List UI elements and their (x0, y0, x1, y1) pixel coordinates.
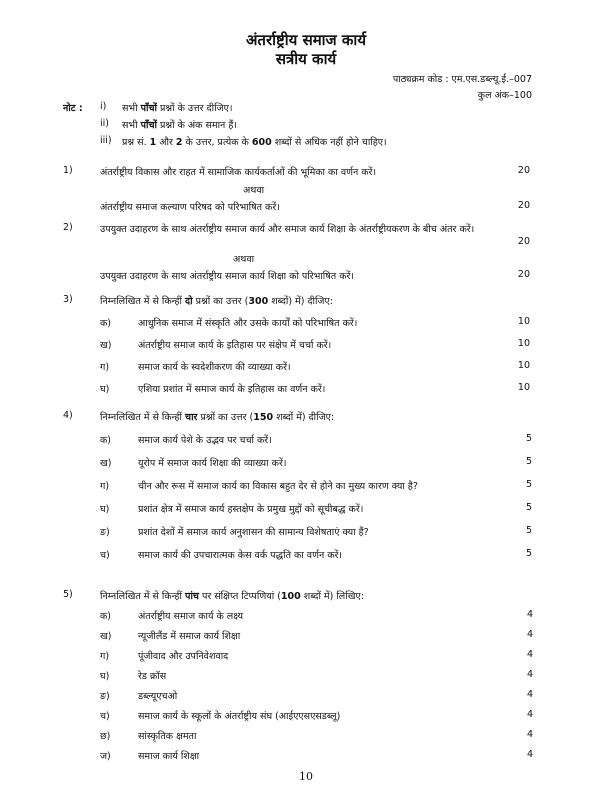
sub-question-marks: 5 (525, 456, 532, 467)
question-marks: 20 (517, 200, 530, 211)
sub-question-label: ग) (100, 362, 110, 373)
notes-label: नोट : (63, 103, 83, 114)
sub-question-marks: 10 (517, 360, 530, 371)
sub-question-label: छ) (100, 731, 111, 742)
question-intro: निम्नलिखित में से किन्हीं पांच पर संक्षिप्त टिप्पणियां (100 शब्दों में) लिखिए: (100, 591, 364, 602)
sub-question-text: न्यूजीलैंड में समाज कार्य शिक्षा (138, 631, 241, 642)
question-number: 3) (63, 294, 73, 305)
sub-question-label: क) (100, 318, 112, 329)
total-marks: कुल अंक–100 (477, 90, 532, 101)
sub-question-label: ख) (100, 458, 112, 469)
sub-question-marks: 5 (525, 502, 532, 513)
sub-question-marks: 4 (526, 709, 533, 720)
sub-question-marks: 5 (525, 433, 532, 444)
question-marks: 20 (517, 165, 530, 176)
sub-question-label: क) (100, 611, 112, 622)
note-item: iii) प्रश्न सं. 1 और 2 के उत्तर, प्रत्येक के 600 शब्दों से अधिक नहीं होने चाहिए। (100, 135, 387, 148)
sub-question-label: घ) (100, 671, 110, 682)
sub-question-text: सांस्कृतिक क्षमता (138, 731, 197, 742)
sub-question-text: प्रशांत क्षेत्र में समाज कार्य हस्तक्षेप के प्रमुख मुद्दों को सूचीबद्ध करें। (138, 504, 364, 515)
sub-question-label: ङ) (100, 527, 110, 538)
sub-question-marks: 4 (526, 729, 533, 740)
question-intro: निम्नलिखित में से किन्हीं चार प्रश्नों का उत्तर (150 शब्दों में) दीजिए: (100, 412, 335, 423)
sub-question-text: पूंजीवाद और उपनिवेशवाद (138, 651, 229, 662)
note-item: i) सभी पाँचों प्रश्नों के उत्तर दीजिए। (100, 101, 233, 114)
sub-question-label: ङ) (100, 691, 110, 702)
sub-question-marks: 10 (517, 338, 530, 349)
question-number: 1) (63, 165, 73, 176)
sub-question-text: डब्ल्यूएचओ (138, 691, 178, 702)
sub-question-marks: 10 (517, 316, 530, 327)
sub-question-text: अंतर्राष्ट्रीय समाज कार्य के इतिहास पर संक्षेप में चर्चा करें। (138, 340, 332, 351)
question-text: अंतर्राष्ट्रीय समाज कल्याण परिषद को परिभाषित करें। (100, 202, 280, 213)
question-number: 2) (63, 222, 73, 233)
note-item: ii) सभी पाँचों प्रश्नों के अंक समान हैं। (100, 118, 237, 131)
question-text: अंतर्राष्ट्रीय विकास और राहत में सामाजिक कार्यकर्ताओं की भूमिका का वर्णन करें। (100, 167, 377, 178)
sub-question-label: क) (100, 435, 112, 446)
question-intro: निम्नलिखित में से किन्हीं दो प्रश्नों का उत्तर (300 शब्दों) में) दीजिए: (100, 296, 333, 307)
sub-question-text: प्रशांत देशों में समाज कार्य अनुशासन की सामान्य विशेषताएं क्या हैं? (138, 527, 369, 538)
sub-question-text: आधुनिक समाज में संस्कृति और उसके कार्यों को परिभाषित करें। (138, 318, 358, 329)
course-code: पाठ्यक्रम कोड : एम.एस.डब्ल्यू.ई.–007 (392, 74, 532, 85)
sub-question-marks: 4 (526, 649, 533, 660)
sub-question-text: रेड क्रॉस (138, 671, 167, 682)
sub-question-marks: 5 (525, 548, 532, 559)
sub-question-label: च) (100, 711, 110, 722)
sub-question-text: समाज कार्य के स्वदेशीकरण की व्याख्या करें। (138, 362, 291, 373)
question-marks: 20 (517, 236, 530, 247)
sub-question-label: ग) (100, 651, 110, 662)
sub-question-text: एशिया प्रशांत में समाज कार्य के इतिहास का वर्णन करें। (138, 384, 326, 395)
sub-question-text: समाज कार्य शिक्षा (138, 751, 200, 762)
sub-question-text: अंतर्राष्ट्रीय समाज कार्य के लक्ष्य (138, 611, 243, 622)
sub-question-marks: 10 (517, 382, 530, 393)
sub-question-marks: 5 (525, 479, 532, 490)
question-number: 4) (63, 410, 73, 421)
sub-question-label: ग) (100, 481, 110, 492)
sub-question-text: यूरोप में समाज कार्य शिक्षा की व्याख्या करें। (138, 458, 287, 469)
sub-question-label: ख) (100, 340, 112, 351)
sub-question-marks: 5 (525, 525, 532, 536)
page-number: 10 (299, 770, 313, 783)
sub-question-label: घ) (100, 504, 110, 515)
sub-question-marks: 4 (526, 689, 533, 700)
sub-question-label: ख) (100, 631, 112, 642)
sub-question-label: च) (100, 550, 110, 561)
page-title: अंतर्राष्ट्रीय समाज कार्य (245, 31, 367, 49)
sub-question-label: घ) (100, 384, 110, 395)
sub-question-text: चीन और रूस में समाज कार्य का विकास बहुत देर से होने का मुख्य कारण क्या है? (138, 481, 418, 492)
page-subtitle: सत्रीय कार्य (275, 50, 337, 68)
sub-question-text: समाज कार्य की उपचारात्मक केस वर्क पद्धति का वर्णन करें। (138, 550, 343, 561)
question-number: 5) (63, 589, 73, 600)
sub-question-text: समाज कार्य पेशे के उद्भव पर चर्चा करें। (138, 435, 272, 446)
question-text: उपयुक्त उदाहरण के साथ अंतर्राष्ट्रीय समाज कार्य और समाज कार्य शिक्षा के अंतर्राष्ट्रीयकरण के बीच अंतर करें। (100, 224, 475, 235)
question-text: उपयुक्त उदाहरण के साथ अंतर्राष्ट्रीय समाज कार्य शिक्षा को परिभाषित करें। (100, 271, 354, 282)
question-marks: 20 (517, 269, 530, 280)
sub-question-marks: 4 (526, 749, 533, 760)
sub-question-marks: 4 (526, 629, 533, 640)
sub-question-text: समाज कार्य के स्कूलों के अंतर्राष्ट्रीय संघ (आईएएसएसडब्लू) (138, 711, 341, 722)
or-separator: अथवा (233, 254, 255, 265)
sub-question-marks: 4 (526, 669, 533, 680)
sub-question-marks: 4 (526, 609, 533, 620)
or-separator: अथवा (243, 185, 265, 196)
sub-question-label: ज) (100, 751, 111, 762)
